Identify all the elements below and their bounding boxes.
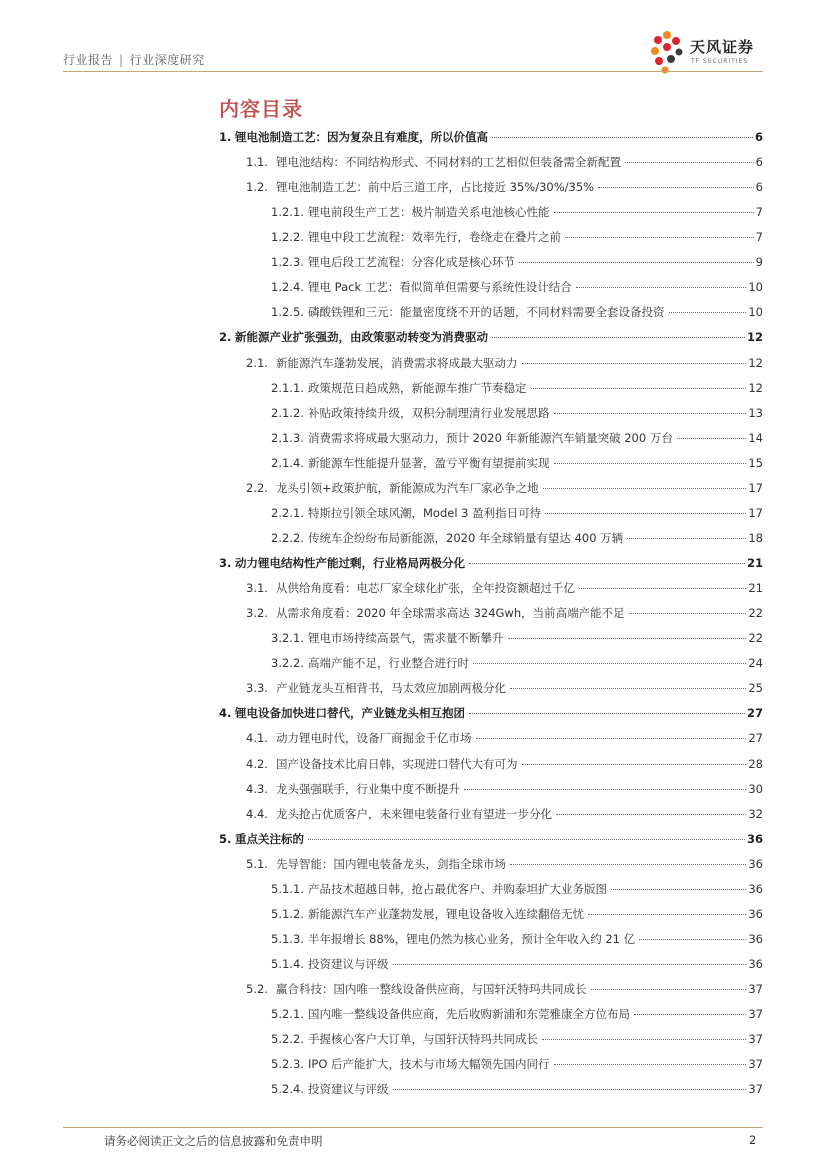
toc-entry[interactable]: [271, 430, 763, 446]
toc-entry-number: 5.1.: [246, 856, 268, 871]
toc-entry-page: 37: [748, 1057, 763, 1072]
toc-entry-title: 国内唯一整线设备供应商，先后收购新浦和东莞雅康全方位布局: [308, 1007, 630, 1022]
toc-leader-dots: [565, 237, 754, 238]
toc-entry-title: 龙头引领+政策护航，新能源成为汽车厂家必争之地: [276, 480, 539, 495]
logo-petal: [662, 67, 669, 74]
toc-entry-page: 17: [748, 480, 763, 495]
toc-entry[interactable]: [271, 530, 763, 546]
toc-leader-dots: [522, 764, 747, 765]
toc-leader-dots: [542, 1039, 746, 1040]
toc-entry[interactable]: [271, 229, 763, 245]
toc-entry-title: 锂电设备加快进口替代，产业链龙头相互抱团: [235, 706, 465, 721]
toc-entry-title: 锂电中段工艺流程：效率先行，卷绕走在叠片之前: [308, 230, 561, 245]
toc-entry[interactable]: [271, 380, 763, 396]
toc-entry-page: 21: [748, 581, 763, 596]
toc-entry-title: 国产设备技术比肩日韩，实现进口替代大有可为: [276, 756, 518, 771]
toc-entry-page: 37: [748, 1082, 763, 1097]
toc-leader-dots: [473, 663, 746, 664]
toc-leader-dots: [508, 638, 747, 639]
toc-leader-dots: [598, 187, 754, 188]
toc-entry[interactable]: [219, 129, 763, 145]
toc-entry-title: 锂电池制造工艺：前中后三道工序，占比接近 35%/30%/35%: [276, 180, 595, 195]
toc-entry[interactable]: [271, 1006, 763, 1022]
toc-entry-page: 28: [748, 756, 763, 771]
toc-entry[interactable]: [271, 254, 763, 270]
toc-entry-number: 4.1.: [246, 731, 268, 746]
logo-petal: [672, 37, 680, 45]
toc-entry-page: 25: [748, 681, 763, 696]
toc-entry-number: 1.: [219, 130, 232, 144]
toc-entry-page: 36: [748, 856, 763, 871]
toc-entry-page: 32: [748, 806, 763, 821]
toc-entry-title: 产业链龙头互相背书，马太效应加剧两极分化: [276, 681, 506, 696]
toc-entry-page: 12: [748, 380, 763, 395]
toc-entry-title: 龙头强强联手，行业集中度不断提升: [276, 781, 460, 796]
logo-petal: [654, 36, 662, 44]
toc-entry-number: 5.1.2.: [271, 906, 304, 921]
toc-entry-title: 从需求角度看：2020 年全球需求高达 324Gwh，当前高端产能不足: [276, 606, 625, 621]
header-separator: |: [119, 53, 124, 67]
logo-name-en: TF SECURITIES: [691, 58, 749, 65]
toc-entry-title: 锂电池结构：不同结构形式、不同材料的工艺相似但装备需全新配置: [276, 155, 621, 170]
toc-entry-page: 13: [748, 405, 763, 420]
toc-entry-title: 锂电前段生产工艺：极片制造关系电池核心性能: [308, 205, 550, 220]
toc-entry-page: 10: [748, 280, 763, 295]
toc-entry-title: 赢合科技：国内唯一整线设备供应商，与国轩沃特玛共同成长: [276, 982, 587, 997]
logo-name-cn: 天风证券: [690, 38, 755, 56]
toc-entry-title: 投资建议与评级: [308, 956, 389, 971]
toc-entry[interactable]: [271, 405, 763, 421]
toc-entry-number: 2.2.1.: [271, 505, 304, 520]
toc-entry-number: 3.2.2.: [271, 656, 304, 671]
toc-entry-number: 5.1.1.: [271, 881, 304, 896]
toc-entry-title: 龙头抢占优质客户，未来锂电装备行业有望进一步分化: [276, 806, 552, 821]
toc-entry-number: 3.1.: [246, 581, 268, 596]
toc-entry-page: 10: [748, 305, 763, 320]
toc-entry[interactable]: [246, 680, 763, 696]
toc-entry-title: 锂电池制造工艺：因为复杂且有难度，所以价值高: [235, 130, 488, 144]
toc-entry-page: 6: [754, 130, 763, 144]
toc-leader-dots: [554, 463, 747, 464]
toc-leader-dots: [543, 488, 747, 489]
logo-petal: [655, 57, 663, 65]
toc-entry-page: 17: [748, 505, 763, 520]
toc-leader-dots: [625, 162, 754, 163]
toc-entry-page: 7: [755, 205, 763, 220]
logo-petal: [651, 47, 659, 55]
toc-entry[interactable]: [246, 806, 763, 822]
toc-entry[interactable]: [271, 455, 763, 471]
toc-leader-dots: [393, 964, 747, 965]
logo-flower-icon: [646, 30, 688, 74]
toc-entry-page: 37: [748, 1032, 763, 1047]
toc-entry-page: 37: [748, 1007, 763, 1022]
header-divider: [63, 71, 763, 72]
toc-entry[interactable]: [271, 630, 763, 646]
toc-entry-title: 投资建议与评级: [308, 1082, 389, 1097]
toc-entry-number: 4.: [219, 706, 232, 721]
toc-leader-dots: [531, 388, 747, 389]
toc-entry-number: 2.: [219, 330, 232, 345]
report-header: [63, 51, 205, 68]
toc-entry-title: 重点关注标的: [235, 831, 304, 846]
toc-entry[interactable]: [246, 355, 763, 371]
toc-entry[interactable]: [271, 1056, 763, 1072]
toc-entry-number: 2.1.3.: [271, 430, 304, 445]
toc-entry-title: 高端产能不足，行业整合进行时: [308, 656, 469, 671]
toc-leader-dots: [611, 889, 746, 890]
toc-entry-page: 22: [748, 631, 763, 646]
toc-entry[interactable]: [271, 304, 763, 320]
toc-entry-number: 5.1.4.: [271, 956, 304, 971]
toc-entry[interactable]: [271, 931, 763, 947]
toc-entry-page: 12: [748, 355, 763, 370]
toc-leader-dots: [629, 613, 747, 614]
toc-entry-page: 6: [755, 180, 763, 195]
toc-entry[interactable]: [271, 1031, 763, 1047]
toc-entry-page: 22: [748, 606, 763, 621]
toc-entry-title: 补贴政策持续升级，双积分制理清行业发展思路: [308, 405, 550, 420]
toc-entry-number: 3.: [219, 556, 232, 571]
toc-entry-page: 36: [748, 956, 763, 971]
toc-entry-page: 9: [755, 255, 763, 270]
toc-leader-dots: [554, 1064, 747, 1065]
toc-leader-dots: [669, 312, 747, 313]
toc-entry-page: 30: [748, 781, 763, 796]
toc-entry-number: 1.2.2.: [271, 230, 304, 245]
toc-leader-dots: [510, 688, 746, 689]
page-number: 2: [749, 1133, 757, 1147]
toc-entry-number: 5.2.4.: [271, 1082, 304, 1097]
toc-entry-page: 14: [748, 430, 763, 445]
toc-entry-number: 5.: [219, 831, 232, 846]
toc-entry-number: 5.2.2.: [271, 1032, 304, 1047]
toc-leader-dots: [492, 337, 745, 338]
toc-entry-number: 2.1.4.: [271, 455, 304, 470]
toc-leader-dots: [554, 413, 747, 414]
toc-leader-dots: [464, 789, 746, 790]
logo-petal: [676, 49, 683, 56]
toc-entry[interactable]: [246, 756, 763, 772]
toc-leader-dots: [308, 839, 745, 840]
toc-entry-number: 4.4.: [246, 806, 268, 821]
toc-leader-dots: [522, 363, 747, 364]
toc-leader-dots: [591, 989, 747, 990]
footer-divider: [63, 1127, 763, 1128]
toc-entry-number: 3.2.: [246, 606, 268, 621]
toc-entry-title: 新能源产业扩张强劲，由政策驱动转变为消费驱动: [235, 330, 488, 345]
toc-leader-dots: [627, 538, 746, 539]
toc-entry[interactable]: [246, 781, 763, 797]
toc-entry-number: 1.2.: [246, 180, 268, 195]
toc-entry-number: 2.1.2.: [271, 405, 304, 420]
toc-leader-dots: [639, 939, 746, 940]
toc-entry[interactable]: [219, 705, 763, 721]
toc-entry-title: 传统车企纷纷布局新能源，2020 年全球销量有望达 400 万辆: [308, 530, 624, 545]
toc-leader-dots: [556, 814, 746, 815]
toc-entry-page: 18: [748, 530, 763, 545]
company-logo: [646, 30, 776, 74]
toc-entry-number: 5.2.1.: [271, 1007, 304, 1022]
toc-entry-page: 15: [748, 455, 763, 470]
toc-entry-title: 新能源车性能提升显著，盈亏平衡有望提前实现: [308, 455, 550, 470]
toc-leader-dots: [393, 1089, 747, 1090]
toc-entry-title: 手握核心客户大订单，与国轩沃特玛共同成长: [308, 1032, 538, 1047]
toc-entry-title: 新能源汽车蓬勃发展，消费需求将成最大驱动力: [276, 355, 518, 370]
toc-entry[interactable]: [271, 881, 763, 897]
report-subcategory: 行业深度研究: [129, 53, 205, 67]
toc-entry-page: 21: [746, 556, 763, 571]
toc-title: 内容目录: [219, 97, 303, 121]
toc-leader-dots: [677, 438, 747, 439]
toc-entry-title: 动力锂电结构性产能过剩，行业格局两极分化: [235, 556, 465, 571]
toc-entry-title: 政策规范日趋成熟，新能源车推广节奏稳定: [308, 380, 527, 395]
toc-entry-title: 锂电 Pack 工艺：看似简单但需要与系统性设计结合: [308, 280, 572, 295]
toc-entry-page: 36: [748, 931, 763, 946]
toc-entry[interactable]: [219, 555, 763, 571]
toc-leader-dots: [476, 738, 747, 739]
toc-entry-title: 磷酸铁锂和三元：能量密度绕不开的话题，不同材料需要全套设备投资: [308, 305, 665, 320]
toc-leader-dots: [545, 513, 746, 514]
toc-entry-title: 半年报增长 88%，锂电仍然为核心业务，预计全年收入约 21 亿: [308, 931, 636, 946]
toc-entry-title: 锂电市场持续高景气，需求量不断攀升: [308, 631, 504, 646]
toc-entry-page: 36: [746, 831, 763, 846]
logo-petal: [663, 43, 671, 51]
toc-entry[interactable]: [246, 730, 763, 746]
toc-entry-title: 先导智能：国内锂电装备龙头，剑指全球市场: [276, 856, 506, 871]
toc-entry-title: 产品技术超越日韩，抢占最优客户、并购泰坦扩大业务版图: [308, 881, 607, 896]
toc-entry[interactable]: [271, 1081, 763, 1097]
toc-entry[interactable]: [271, 505, 763, 521]
logo-petal: [663, 31, 671, 39]
toc-entry-number: 2.1.: [246, 355, 268, 370]
toc-leader-dots: [492, 137, 753, 138]
toc-entry-page: 36: [748, 881, 763, 896]
toc-entry[interactable]: [246, 154, 763, 170]
toc-entry[interactable]: [219, 329, 763, 345]
report-category: 行业报告: [63, 53, 114, 67]
toc-entry-title: 从供给角度看：电芯厂家全球化扩张，全年投资额超过千亿: [276, 581, 575, 596]
toc-entry-number: 2.2.: [246, 480, 268, 495]
toc-leader-dots: [634, 1014, 746, 1015]
toc-entry-number: 1.2.1.: [271, 205, 304, 220]
toc-leader-dots: [469, 713, 745, 714]
toc-entry-number: 5.2.: [246, 982, 268, 997]
toc-entry-page: 7: [755, 230, 763, 245]
toc-entry-number: 1.1.: [246, 155, 268, 170]
toc-entry-number: 2.1.1.: [271, 380, 304, 395]
toc-entry-title: IPO 后产能扩大，技术与市场大幅领先国内同行: [308, 1057, 550, 1072]
toc-entry-page: 36: [748, 906, 763, 921]
toc-entry[interactable]: [246, 856, 763, 872]
toc-entry-page: 12: [746, 330, 763, 345]
toc-entry-page: 37: [748, 982, 763, 997]
toc-entry-page: 24: [748, 656, 763, 671]
toc-leader-dots: [588, 914, 746, 915]
toc-entry-number: 1.2.3.: [271, 255, 304, 270]
toc-entry-number: 2.2.2.: [271, 530, 304, 545]
toc-entry[interactable]: [271, 655, 763, 671]
toc-entry-number: 1.2.4.: [271, 280, 304, 295]
toc-entry-title: 消费需求将成最大驱动力，预计 2020 年新能源汽车销量突破 200 万台: [308, 430, 673, 445]
toc-leader-dots: [519, 262, 754, 263]
toc-entry-number: 3.2.1.: [271, 631, 304, 646]
toc-entry-page: 27: [746, 706, 763, 721]
footer-disclaimer: 请务必阅读正文之后的信息披露和免责申明: [104, 1134, 323, 1148]
toc-leader-dots: [469, 563, 745, 564]
toc-leader-dots: [579, 588, 746, 589]
toc-entry-page: 27: [748, 731, 763, 746]
toc-entry-title: 锂电后段工艺流程：分容化成是核心环节: [308, 255, 515, 270]
toc-entry-number: 3.3.: [246, 681, 268, 696]
logo-petal: [667, 55, 675, 63]
toc-entry-number: 1.2.5.: [271, 305, 304, 320]
toc-entry[interactable]: [271, 956, 763, 972]
toc-leader-dots: [576, 287, 747, 288]
toc-entry-number: 5.1.3.: [271, 931, 304, 946]
toc-entry[interactable]: [246, 480, 763, 496]
toc-entry-number: 5.2.3.: [271, 1057, 304, 1072]
toc-entry[interactable]: [246, 179, 763, 195]
toc-entry-title: 新能源汽车产业蓬勃发展，锂电设备收入连续翻倍无忧: [308, 906, 584, 921]
toc-leader-dots: [510, 864, 746, 865]
toc-entry-title: 特斯拉引领全球风潮，Model 3 盈利指日可待: [308, 505, 542, 520]
toc-leader-dots: [554, 212, 754, 213]
toc-entry-number: 4.2.: [246, 756, 268, 771]
toc-entry-title: 动力锂电时代，设备厂商掘金千亿市场: [276, 731, 472, 746]
toc-entry[interactable]: [246, 981, 763, 997]
toc-entry[interactable]: [219, 831, 763, 847]
toc-entry[interactable]: [246, 605, 763, 621]
toc-entry-number: 4.3.: [246, 781, 268, 796]
toc-entry[interactable]: [246, 580, 763, 596]
toc-entry[interactable]: [271, 906, 763, 922]
toc-entry[interactable]: [271, 279, 763, 295]
toc-entry[interactable]: [271, 204, 763, 220]
toc-entry-page: 6: [755, 155, 763, 170]
